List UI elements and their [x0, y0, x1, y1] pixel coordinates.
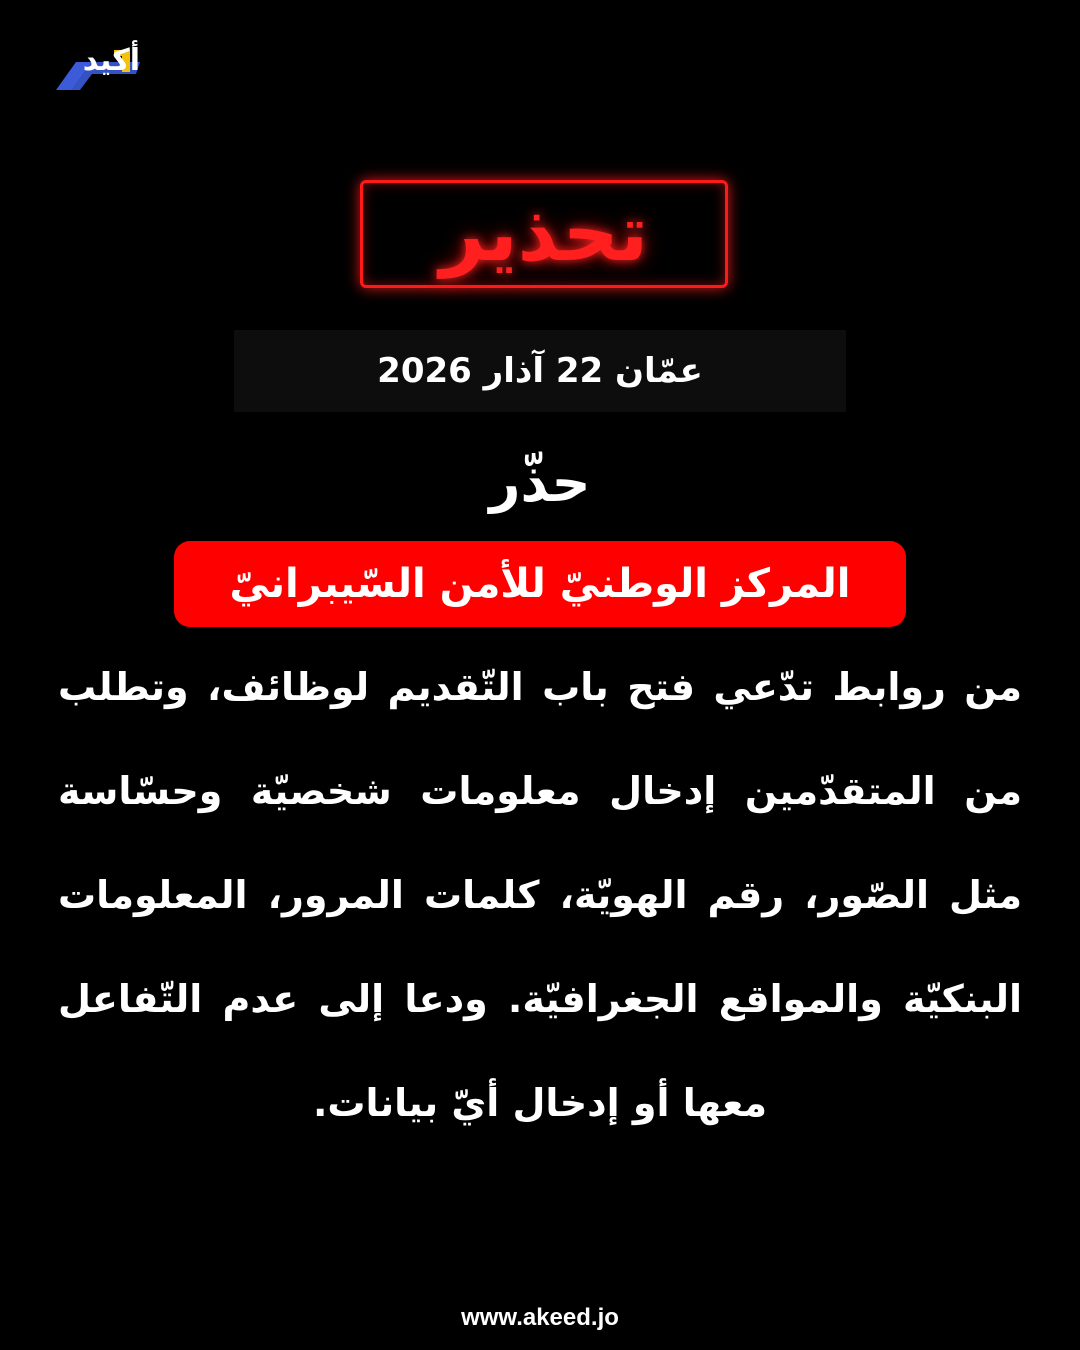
body-line-2: من المتقدّمين إدخال معلومات شخصيّة وحسّاسة	[58, 769, 1022, 813]
warning-body	[58, 648, 1022, 1168]
headline-verb: حذّر	[489, 451, 591, 514]
body-line-5: معها أو إدخال أيّ بيانات.	[312, 1081, 768, 1125]
warning-badge	[360, 180, 728, 288]
agency-banner	[174, 541, 906, 627]
agency-name: المركز الوطنيّ للأمن السّيبرانيّ	[229, 561, 851, 607]
akeed-logo	[52, 44, 144, 94]
warning-label: تحذير	[439, 189, 649, 279]
dateline-text: عمّان 22 آذار 2026	[377, 351, 703, 391]
body-line-1: من روابط تدّعي فتح باب التّقديم لوظائف، وتطلب	[58, 665, 1022, 709]
logo-wordmark: أكيد	[82, 43, 140, 78]
body-line-3: مثل الصّور، رقم الهويّة، كلمات المرور، المعلومات	[58, 873, 1022, 917]
dateline-bar	[234, 330, 846, 412]
website-url: www.akeed.jo	[461, 1304, 619, 1331]
body-line-4: البنكيّة والمواقع الجغرافيّة. ودعا إلى عدم التّفاعل	[58, 977, 1022, 1021]
